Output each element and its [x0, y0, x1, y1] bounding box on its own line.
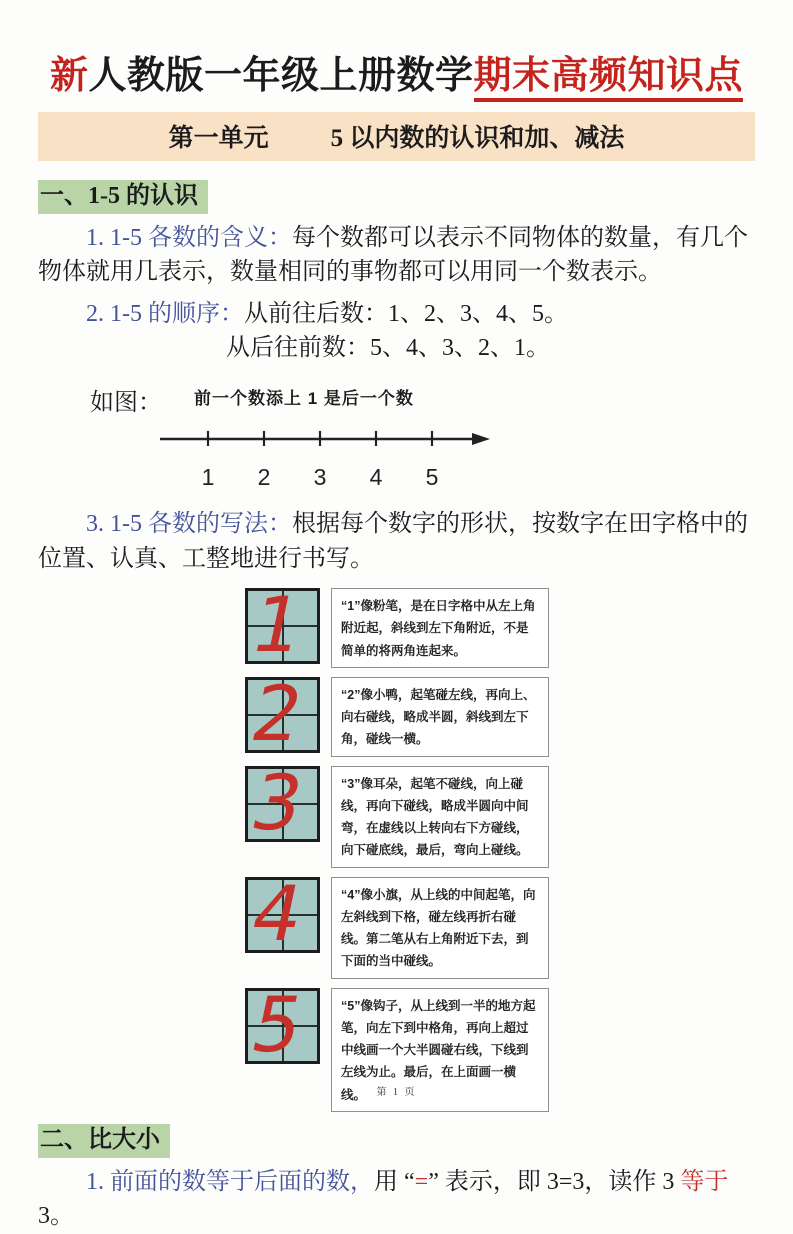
- number-line: [158, 423, 755, 500]
- figure-caption: 如图：: [90, 389, 162, 416]
- equals-text-2: ” 表示，即 3=3，读作 3: [428, 1168, 681, 1195]
- paragraph-writing-line: [38, 507, 755, 576]
- writing-practice-table: [243, 580, 755, 1112]
- handwritten-digit: 2: [243, 669, 311, 759]
- item-3-text: 根据每个数字的形状，按数字在田字格中的位置、认真、工整地进行书写。: [38, 510, 748, 572]
- equals-sign: =: [414, 1168, 429, 1195]
- number-line-figure: [90, 382, 755, 500]
- item-2-line1: 从前往后数：1、2、3、4、5。: [244, 300, 568, 327]
- equals-text-1: 用 “: [374, 1168, 415, 1195]
- number-line-tick-label: 3: [313, 463, 327, 490]
- title-main: 人教版一年级上册数学: [88, 55, 474, 97]
- section-2: [38, 1124, 755, 1158]
- writing-row: [243, 580, 755, 670]
- title-highlight: 期末高频知识点: [474, 55, 744, 102]
- section-1-heading: 一、1-5 的认识: [38, 180, 208, 214]
- item-3-label: 3. 1-5 各数的写法：: [86, 510, 292, 537]
- unit-number: 第一单元: [168, 125, 269, 152]
- tian-zi-grid: [243, 580, 320, 670]
- number-line-tick-label: 2: [257, 463, 271, 490]
- number-line-captions: [90, 382, 755, 417]
- handwritten-digit: 5: [243, 979, 311, 1069]
- number-line-tick-label: 4: [369, 463, 383, 490]
- item-1-text: 每个数都可以表示不同物体的数量，有几个物体就用几表示，数量相同的事物都可以用同一个数表示。: [38, 224, 748, 286]
- section-1: [38, 180, 755, 214]
- handwritten-digit: 1: [243, 580, 311, 670]
- writing-row: [243, 868, 755, 979]
- title-prefix: 新: [49, 55, 89, 97]
- number-line-tick-label: 1: [201, 463, 215, 490]
- equals-rule-label: 1. 前面的数等于后面的数，: [86, 1168, 374, 1195]
- item-2-line2: 从后往前数：5、4、3、2、1。: [226, 335, 550, 362]
- unit-name: 5 以内数的认识和加、减法: [330, 125, 625, 152]
- page-title: [38, 44, 755, 99]
- writing-row: [243, 757, 755, 868]
- section-2-heading: 二、比大小: [38, 1124, 170, 1158]
- page-number: 第 1 页: [376, 1087, 417, 1098]
- equals-word: 等于: [680, 1168, 729, 1195]
- tian-zi-grid: [243, 868, 320, 958]
- item-2-label: 2. 1-5 的顺序：: [86, 300, 244, 327]
- paragraph-order-line1: [38, 297, 755, 332]
- tian-zi-grid: [243, 757, 320, 847]
- digit-description: “2”像小鸭，起笔碰左线，再向上、向右碰线，略成半圆，斜线到左下角，碰线一横。: [331, 677, 549, 757]
- equals-text-3: 3。: [38, 1203, 74, 1230]
- figure-note: 前一个数添上 1 是后一个数: [194, 388, 414, 408]
- paragraph-meaning: [38, 221, 755, 290]
- digit-description: “4”像小旗，从上线的中间起笔，向左斜线到下格，碰左线再折右碰线。第二笔从右上角附近下去，到下面的当中碰线。: [331, 877, 549, 979]
- item-1-label: 1. 1-5 各数的含义：: [86, 224, 292, 251]
- number-line-tick-label: 5: [425, 463, 439, 490]
- tian-zi-grid: [243, 669, 320, 759]
- unit-banner: [38, 112, 755, 161]
- number-line-svg: [158, 423, 493, 495]
- digit-description: “3”像耳朵，起笔不碰线，向上碰线，再向下碰线，略成半圆向中间弯，在虚线以上转向右下方碰线，向下碰底线，最后，弯向上碰线。: [331, 766, 549, 868]
- writing-row: [243, 669, 755, 759]
- handwritten-digit: 4: [243, 868, 311, 958]
- digit-description: “5”像钩子，从上线到一半的地方起笔，向左下到中格角，再向上超过中线画一个大半圆碰右线，下线到左线为止。最后，在上面画一横线。: [331, 988, 549, 1112]
- digit-description: “1”像粉笔，是在日字格中从左上角附近起，斜线到左下角附近，不是简单的将两角连起来。: [331, 588, 549, 668]
- paragraph-order-line2: [226, 331, 755, 366]
- tian-zi-grid: [243, 979, 320, 1069]
- handwritten-digit: 3: [243, 757, 311, 847]
- paragraph-equals: [38, 1165, 755, 1234]
